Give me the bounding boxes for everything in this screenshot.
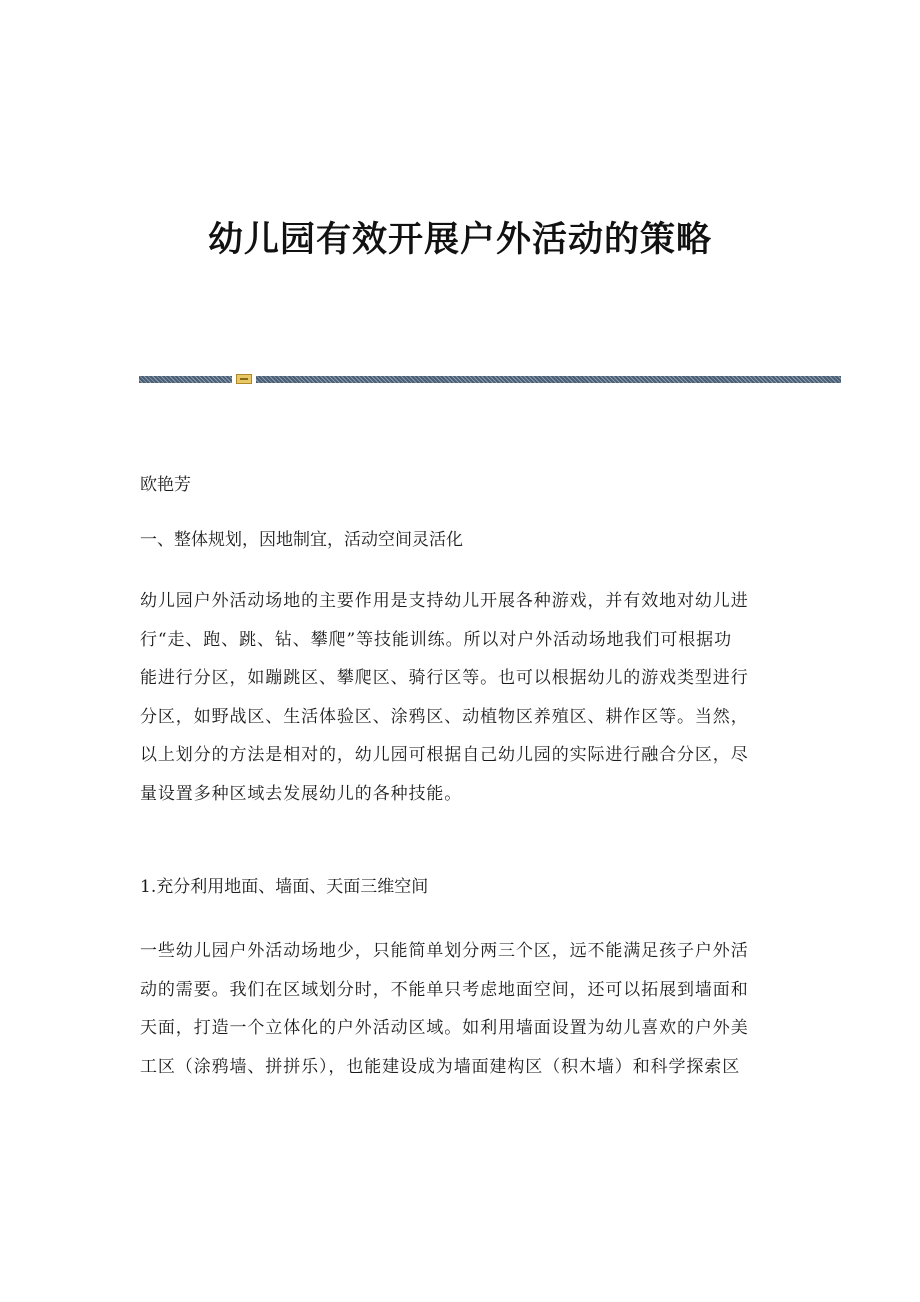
paragraph-line: 分区，如野战区、生活体验区、涂鸦区、动植物区养殖区、耕作区等。当然， [140,706,749,727]
document-title: 幼儿园有效开展户外活动的策略 [207,220,712,260]
section-heading: 一、整体规划，因地制宜，活动空间灵活化 [140,530,463,550]
paragraph-line: 幼儿园户外活动场地的主要作用是支持幼儿开展各种游戏，并有效地对幼儿进 [140,591,749,611]
paragraph-line: 以上划分的方法是相对的，幼儿园可根据自己幼儿园的实际进行融合分区，尽 [140,745,749,766]
paragraph-line: 一些幼儿园户外活动场地少，只能简单划分两三个区，远不能满足孩子户外活 [140,941,749,961]
divider-ornament-icon [236,374,252,384]
author-name: 欧艳芳 [140,475,191,495]
subsection-heading: 1.充分利用地面、墙面、天面三维空间 [140,877,429,897]
paragraph-line: 行“走、跑、跳、钻、攀爬”等技能训练。所以对户外活动场地我们可根据功 [140,629,732,650]
paragraph-line: 量设置多种区域去发展幼儿的各种技能。 [140,783,463,804]
title-divider [139,374,841,384]
paragraph-2 [140,932,780,1086]
paragraph-line: 动的需要。我们在区域划分时，不能单只考虑地面空间，还可以拓展到墙面和 [140,979,749,1000]
divider-bar-right [256,376,841,383]
paragraph-1 [140,582,780,814]
paragraph-line: 能进行分区，如蹦跳区、攀爬区、骑行区等。也可以根据幼儿的游戏类型进行 [140,668,749,689]
divider-bar-left [139,376,232,383]
paragraph-line: 天面，打造一个立体化的户外活动区域。如利用墙面设置为幼儿喜欢的户外美 [140,1018,749,1039]
paragraph-line: 工区（涂鸦墙、拼拼乐），也能建设成为墙面建构区（积木墙）和科学探索区 [140,1056,741,1077]
